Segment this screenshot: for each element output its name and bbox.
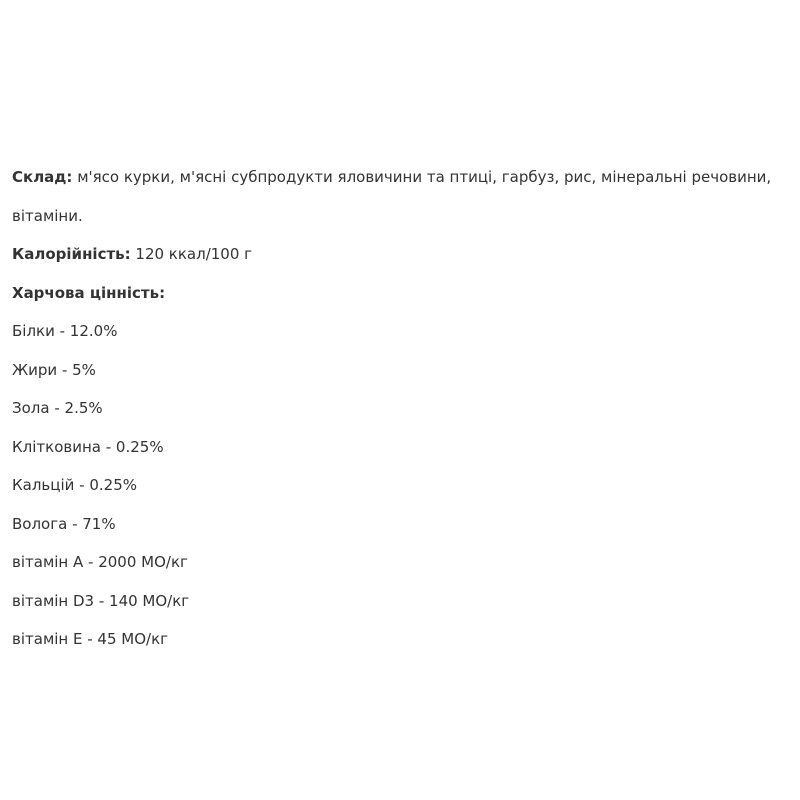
calories-value: 120 ккал/100 г — [130, 245, 253, 263]
nutrition-heading: Харчова цінність: — [12, 283, 166, 302]
nutrition-item-ash: Зола - 2.5% — [12, 399, 103, 417]
nutrition-item-protein: Білки - 12.0% — [12, 322, 118, 340]
nutrition-item-vitamin-d3: вітамін D3 - 140 МО/кг — [12, 591, 190, 610]
nutrition-item-calcium: Кальцій - 0.25% — [12, 476, 137, 494]
nutrition-item-fat: Жири - 5% — [12, 360, 96, 379]
product-description — [12, 158, 792, 659]
nutrition-item-vitamin-e: вітамін E - 45 МО/кг — [12, 630, 169, 648]
composition-label: Склад: — [12, 168, 73, 186]
nutrition-item-vitamin-a: вітамін A - 2000 МО/кг — [12, 553, 188, 571]
nutrition-item-fiber: Клітковина - 0.25% — [12, 437, 164, 456]
calories-label: Калорійність: — [12, 245, 131, 263]
calories-paragraph — [12, 235, 792, 274]
composition-value: м'ясо курки, м'ясні субпродукти яловичини та птиці, гарбуз, рис, мінеральні речовини, вітаміни. — [12, 168, 772, 225]
composition-paragraph — [12, 158, 792, 235]
nutrition-item-moisture: Волога - 71% — [12, 514, 116, 533]
